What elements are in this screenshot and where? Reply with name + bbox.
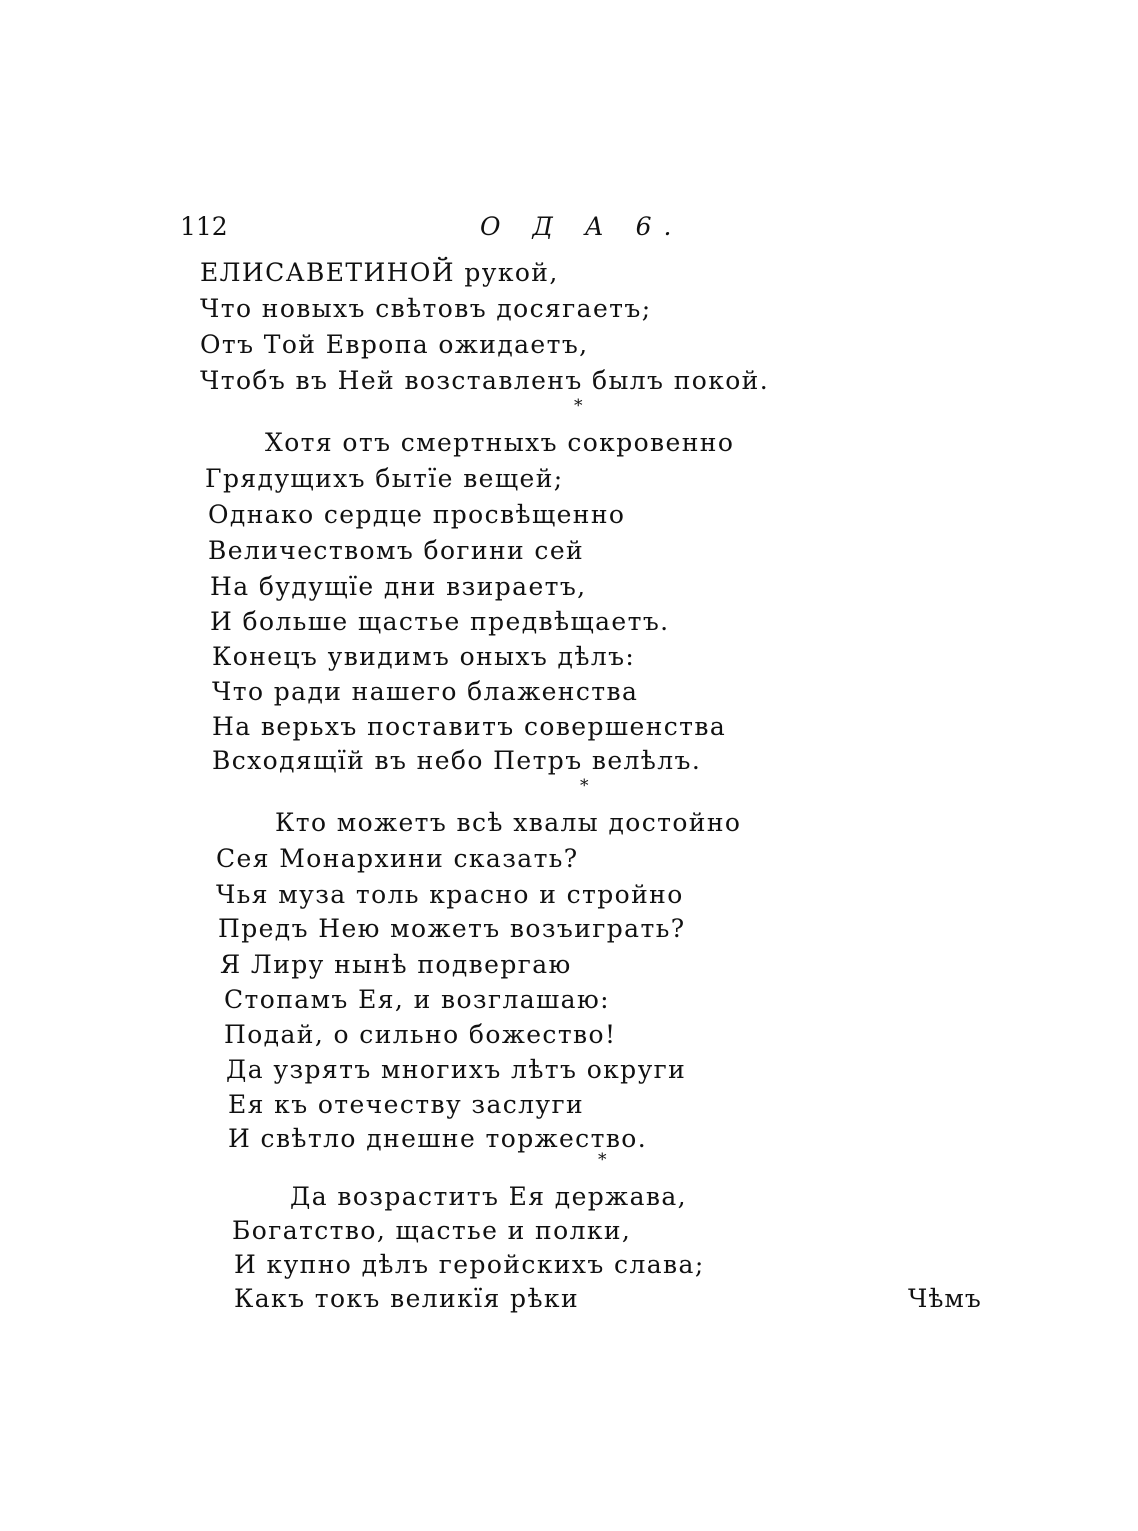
verse-line: Какъ токъ великїя рѣки <box>234 1284 580 1313</box>
verse-line: Всходящїй въ небо Петръ велѣлъ. <box>212 746 702 775</box>
verse-line: На будущїе дни взираетъ, <box>210 572 587 601</box>
asterisk-ornament: * <box>574 396 583 416</box>
verse-line: И свѣтло днешне торжество. <box>228 1124 648 1153</box>
verse-line: Грядущихъ бытїе вещей; <box>205 464 564 493</box>
asterisk-ornament: * <box>598 1150 607 1170</box>
verse-line: И купно дѣлъ геройскихъ слава; <box>234 1250 705 1279</box>
verse-line: Да возраститъ Ея держава, <box>290 1182 688 1211</box>
verse-line: Кто можетъ всѣ хвалы достойно <box>275 808 742 837</box>
asterisk-ornament: * <box>580 776 589 796</box>
verse-line: Что новыхъ свѣтовъ досягаетъ; <box>200 294 652 323</box>
verse-line: ЕЛИСАВЕТИНОЙ рукой, <box>200 258 559 287</box>
verse-line: Предъ Нею можетъ возъиграть? <box>218 914 686 943</box>
verse-line: Сея Монархини сказать? <box>216 844 579 873</box>
verse-line: Хотя отъ смертныхъ сокровенно <box>265 428 735 457</box>
verse-line: На верьхъ поставитъ совершенства <box>212 712 727 741</box>
verse-line: Конецъ увидимъ оныхъ дѣлъ: <box>212 642 636 671</box>
page-number: 112 <box>180 212 228 241</box>
page-title: О Д А 6. <box>480 212 684 241</box>
verse-line: Стопамъ Ея, и возглашаю: <box>224 985 610 1014</box>
verse-line: Чтобъ въ Ней возставленъ былъ покой. <box>200 366 770 395</box>
verse-line: Чья муза толь красно и стройно <box>216 880 684 909</box>
verse-line: Однако сердце просвѣщенно <box>208 500 626 529</box>
verse-line: И больше щастье предвѣщаетъ. <box>210 607 670 636</box>
verse-line: Величествомъ богини сей <box>208 536 585 565</box>
catchword: Чѣмъ <box>908 1284 982 1313</box>
verse-line: Богатство, щастье и полки, <box>232 1216 632 1245</box>
verse-line: Что ради нашего блаженства <box>212 677 639 706</box>
verse-line: Ея къ отечеству заслуги <box>228 1090 585 1119</box>
verse-line: Я Лиру нынѣ подвергаю <box>220 950 572 979</box>
verse-line: Отъ Той Европа ожидаетъ, <box>200 330 589 359</box>
verse-line: Да узрятъ многихъ лѣтъ округи <box>226 1055 687 1084</box>
verse-line: Подай, о сильно божество! <box>224 1020 617 1049</box>
